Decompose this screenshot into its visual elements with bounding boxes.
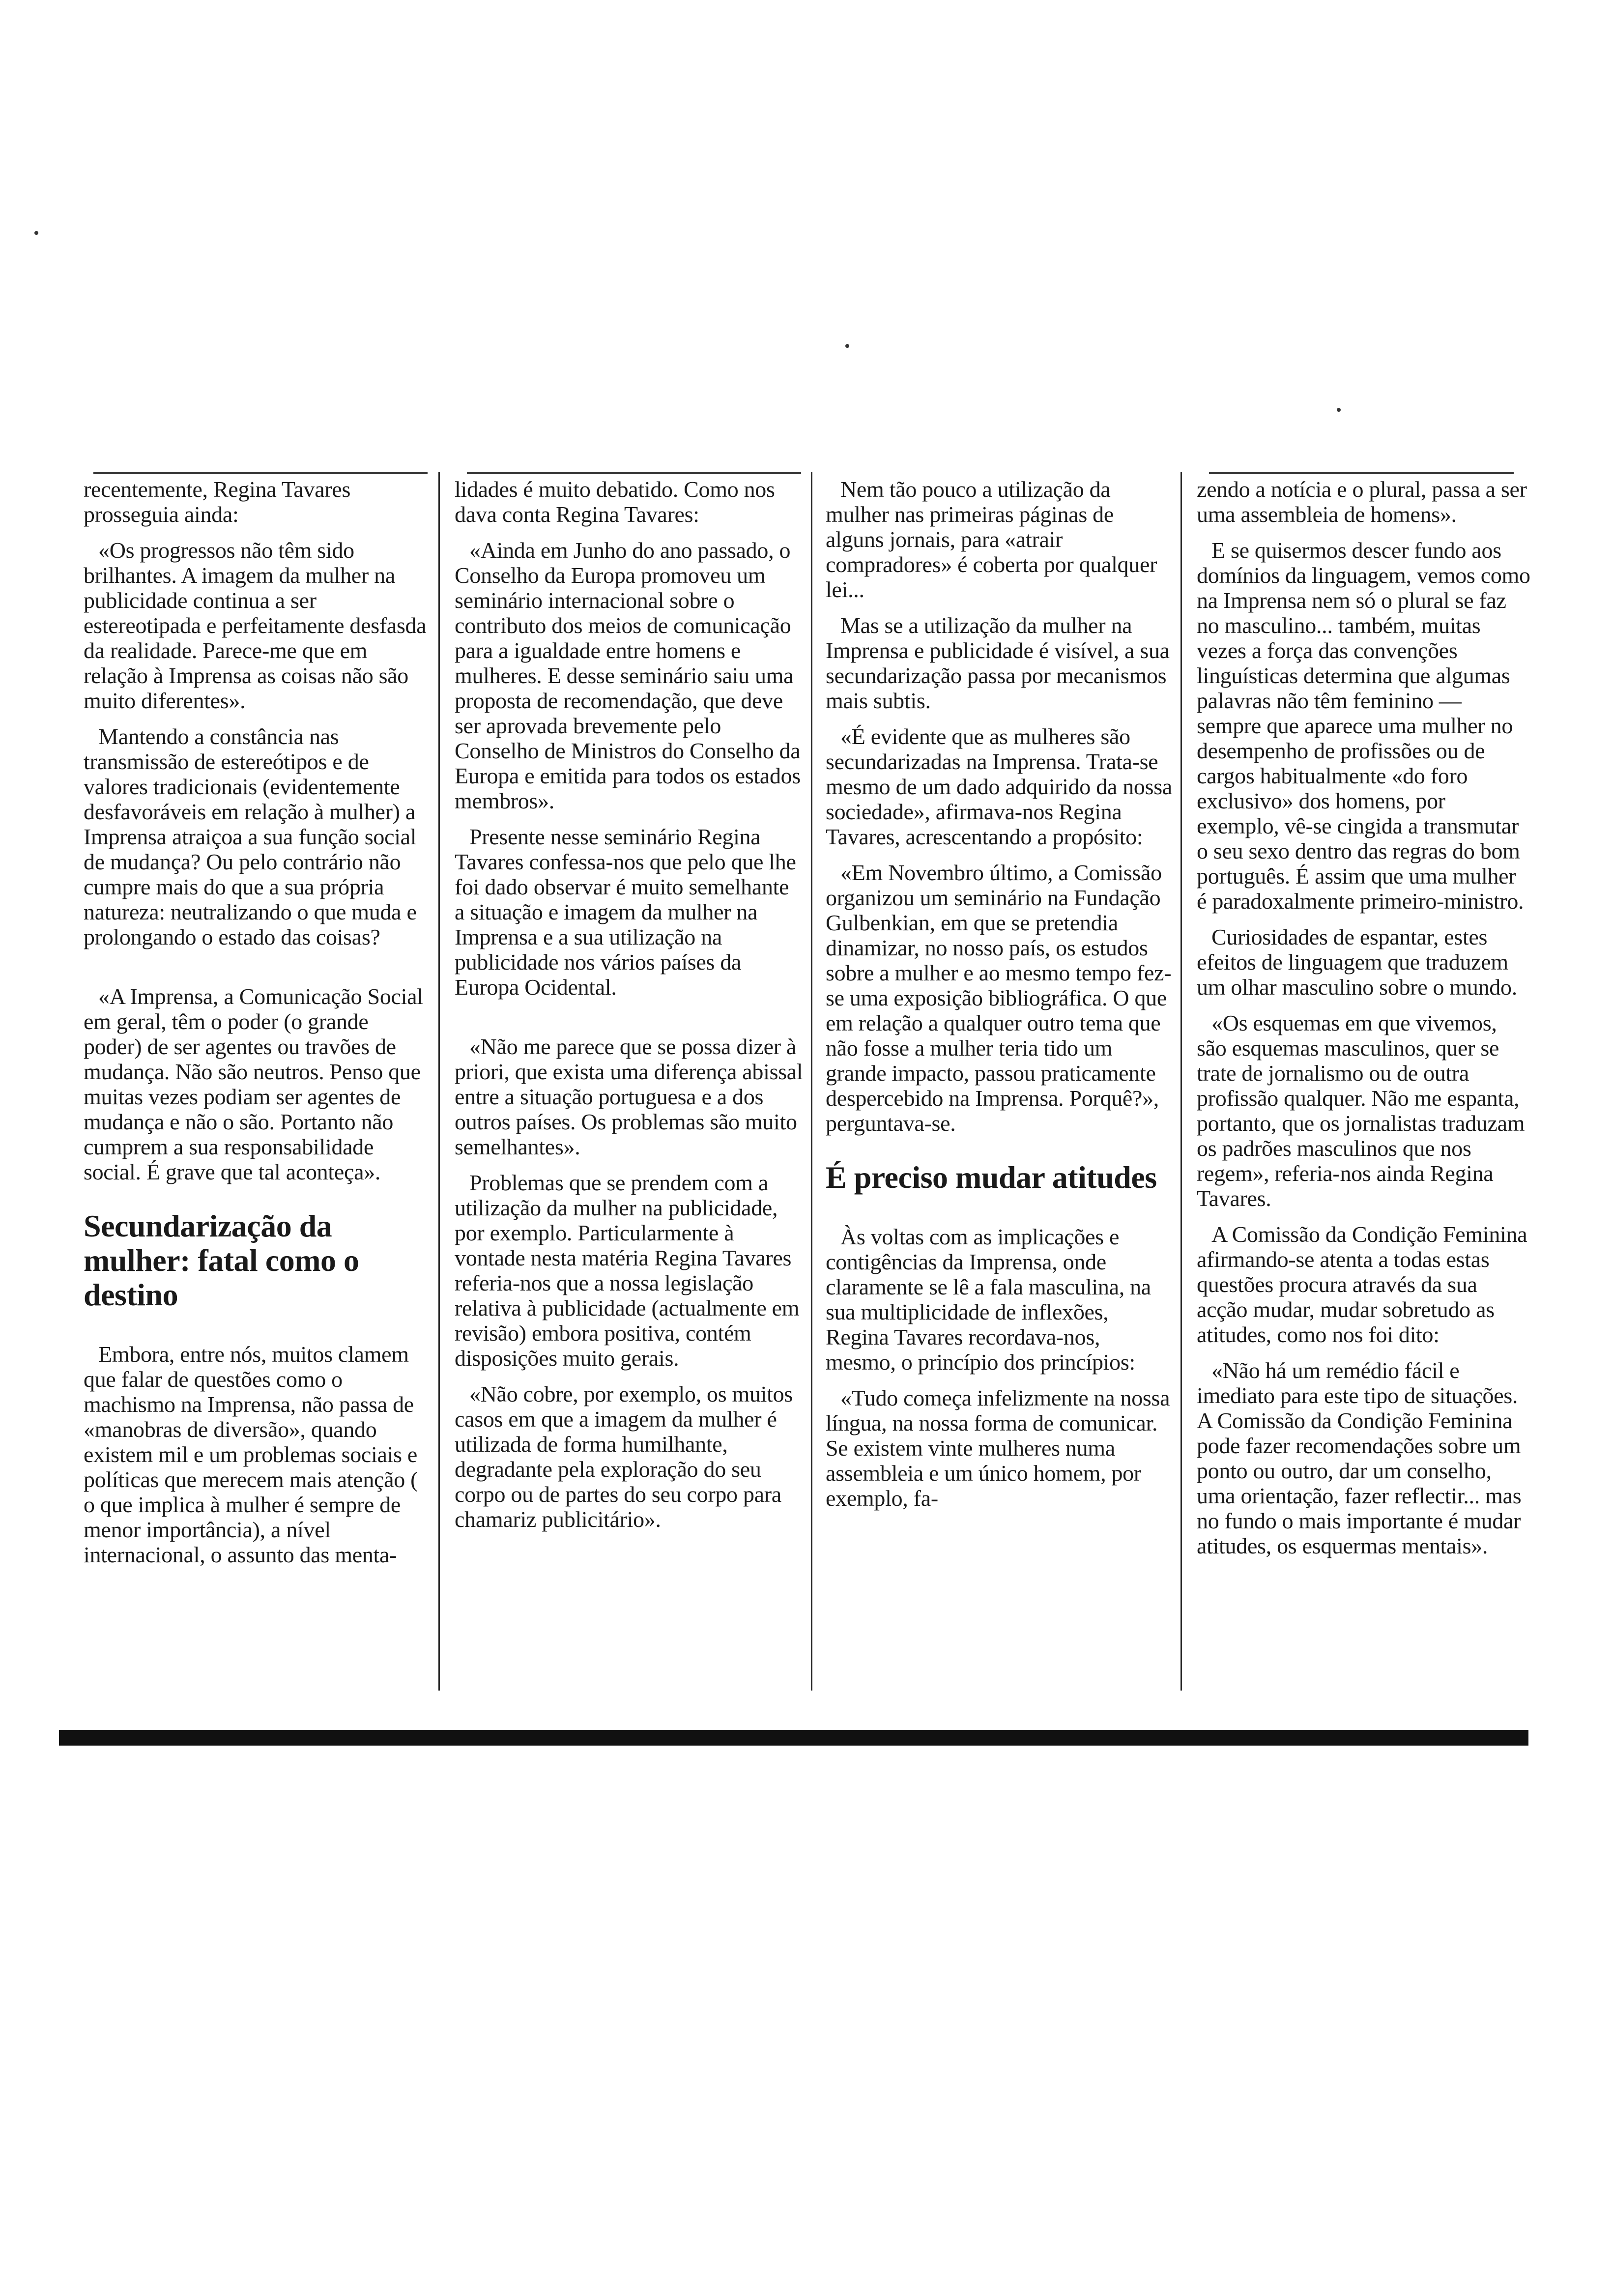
paragraph: zendo a notícia e o plural, passa a ser uma assembleia de homens». [1197,477,1527,527]
paragraph: «Não cobre, por exemplo, os muitos casos em que a imagem da mulher é utilizada de forma humilhante, degradante pela exploração do seu corpo ou de partes do seu corpo para chamariz publicitário». [455,1381,793,1532]
paragraph: Mas se a utilização da mulher na Imprensa e publicidade é visível, a sua secundarização passa por mecanismos mais subtis. [826,613,1170,713]
newspaper-clipping [84,472,1528,1759]
paragraph: Nem tão pouco a utilização da mulher nas primeiras páginas de alguns jornais, para «atrair compradores» é coberta por qualquer lei... [826,477,1157,602]
section-heading: Secundarização da mulher: fatal como o destino [84,1208,359,1312]
paragraph: «Não me parece que se possa dizer à priori, que exista uma diferença abissal entre a situação portuguesa e a dos outros países. Os problemas são muito semelhantes». [455,1034,803,1159]
paragraph: Problemas que se prendem com a utilização da mulher na publicidade, por exemplo. Particularmente à vontade nesta matéria Regina Tavares referia-nos que a nossa legislação relativa à publicidade (actualmente em revisão) embora positiva, contém disposições muito gerais. [455,1170,800,1371]
section-heading: É preciso mudar atitudes [826,1160,1157,1195]
bottom-rule [59,1730,1528,1746]
paragraph: «É evidente que as mulheres são secundarizadas na Imprensa. Trata-se mesmo de um dado adquirido da nossa sociedade», afirmava-nos Regina Tavares, acrescentando a propósito: [826,724,1172,849]
top-rule [1209,472,1514,474]
paragraph: Curiosidades de espantar, estes efeitos de linguagem que traduzem um olhar masculino sobre o mundo. [1197,924,1517,1000]
paragraph: A Comissão da Condição Feminina afirmando-se atenta a todas estas questões procura através da sua acção mudar, mudar sobretudo as atitudes, como nos foi dito: [1197,1222,1527,1347]
scan-speck [845,344,849,348]
article-column-1 [84,477,428,1578]
paragraph: E se quisermos descer fundo aos domínios da linguagem, vemos como na Imprensa nem só o plural se faz no masculino... também, muitas vezes a força das convenções linguísticas determina que algumas palavras não têm feminino — sempre que aparece uma mulher no desempenho de profissões ou de cargos habitualmente «do foro exclusivo» dos homens, por exemplo, vê-se cingida a transmutar o seu sexo dentro das regras do bom português. É assim que uma mulher é paradoxalmente primeiro-ministro. [1197,538,1530,914]
paragraph: lidades é muito debatido. Como nos dava conta Regina Tavares: [455,477,775,527]
column-rule [438,472,440,1691]
paragraph: «Tudo começa infelizmente na nossa língua, na nossa forma de comunicar. Se existem vinte mulheres numa assembleia e um único homem, por exemplo, fa- [826,1385,1170,1511]
column-rule [811,472,812,1691]
scan-speck [1337,408,1341,412]
paragraph: Mantendo a constância nas transmissão de estereótipos e de valores tradicionais (evidentemente desfavoráveis em relação à mulher) a Imprensa atraiçoa a sua função social de mudança? Ou pelo contrário não cumpre mais do que a sua própria natureza: neutralizando o que muda e prolongando o estado das coisas? [84,724,417,949]
paragraph: Embora, entre nós, muitos clamem que falar de questões como o machismo na Imprensa, não passa de «manobras de diversão», quando existem mil e um problemas sociais e políticas que merecem mais atenção ( o que implica à mulher é sempre de menor importância), a nível internacional, o assunto das menta- [84,1342,418,1567]
paragraph: «Os esquemas em que vivemos, são esquemas masculinos, quer se trate de jornalismo ou de outra profissão qualquer. Não me espanta, portanto, que os jornalistas traduzam os padrões masculinos que nos regem», referia-nos ainda Regina Tavares. [1197,1010,1525,1211]
article-column-4 [1197,477,1531,1569]
paragraph: «Não há um remédio fácil e imediato para este tipo de situações. A Comissão da Condição Feminina pode fazer recomendações sobre um ponto ou outro, dar um conselho, uma orientação, fazer reflectir... mas no fundo o mais importante é mudar atitudes, os esquermas mentais». [1197,1358,1522,1558]
paragraph: Às voltas com as implicações e contigências da Imprensa, onde claramente se lê a fala masculina, na sua multiplicidade de inflexões, Regina Tavares recordava-nos, mesmo, o princípio dos princípios: [826,1224,1151,1375]
paragraph: Presente nesse seminário Regina Tavares confessa-nos que pelo que lhe foi dado observar é muito semelhante a situação e imagem da mulher na Imprensa e a sua utilização na publicidade nos vários países da Europa Ocidental. [455,824,796,1000]
scan-speck [34,231,38,235]
paragraph: recentemente, Regina Tavares prosseguia ainda: [84,477,351,527]
paragraph: «Ainda em Junho do ano passado, o Conselho da Europa promoveu um seminário internacional sobre o contributo dos meios de comunicação para a igualdade entre homens e mulheres. E desse seminário saiu uma proposta de recomendação, que deve ser aprovada brevemente pelo Conselho de Ministros do Conselho da Europa e emitida para todos os estados membros». [455,538,801,813]
paragraph: «A Imprensa, a Comunicação Social em geral, têm o poder (o grande poder) de ser agentes ou travões de mudança. Não são neutros. Penso que muitas vezes podiam ser agentes de mudança e não o são. Portanto não cumprem a sua responsabilidade social. É grave que tal aconteça». [84,984,423,1184]
top-rule [467,472,801,474]
paragraph: «Em Novembro último, a Comissão organizou um seminário na Fundação Gulbenkian, em que se pretendia dinamizar, no nosso país, os estudos sobre a mulher e ao mesmo tempo fez-se uma exposição bibliográfica. O que em relação a qualquer outro tema que não fosse a mulher teria tido um grande impacto, passou praticamente despercebido na Imprensa. Porquê?», perguntava-se. [826,860,1172,1136]
top-rule [93,472,428,474]
article-column-2 [455,477,804,1543]
article-column-3 [826,477,1175,1521]
column-rule [1180,472,1182,1691]
paragraph: «Os progressos não têm sido brilhantes. A imagem da mulher na publicidade continua a ser estereotipada e perfeitamente desfasda da realidade. Parece-me que em relação à Imprensa as coisas não são muito diferentes». [84,538,427,713]
